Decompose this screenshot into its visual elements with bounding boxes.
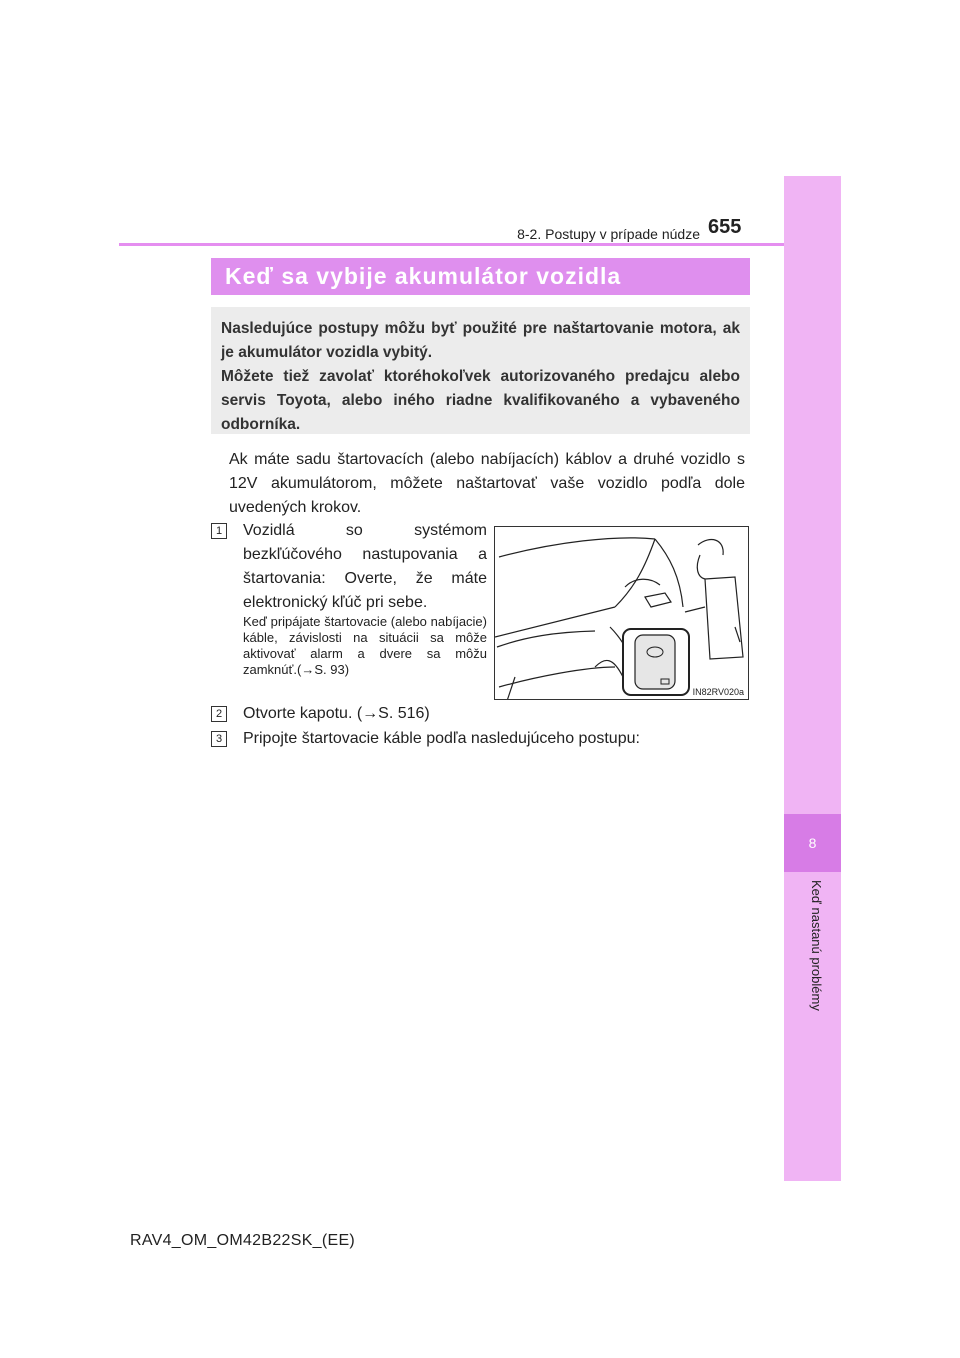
step-number-3: 3 [211, 731, 227, 747]
intro-text: Ak máte sadu štartovacích (alebo nabíjacích) káblov a druhé vozidlo s 12V akumulátorom, môžete naštartovať vaše vozidlo podľa dole uvedených krokov. [229, 451, 745, 516]
page-number: 655 [708, 216, 742, 238]
chapter-number: 8 [784, 814, 841, 872]
chapter-title: Keď nastanú problémy [809, 880, 824, 1011]
figure-code: IN82RV020a [692, 687, 744, 697]
section-title: 8-2. Postupy v prípade núdze [517, 226, 700, 242]
car-illustration-icon [495, 527, 749, 700]
page-heading: Keď sa vybije akumulátor vozidla [211, 258, 750, 295]
step-2-text: Otvorte kapotu. (→S. 516) [243, 705, 430, 722]
info-paragraph-2: Môžete tiež zavolať ktoréhokoľvek autorizovaného predajcu alebo servis Toyota, alebo iného riadne kvalifikovaného a vybaveného odborníka. [221, 368, 740, 433]
document-code: RAV4_OM_OM42B22SK_(EE) [130, 1232, 356, 1249]
header-rule [119, 243, 784, 246]
step-1-note: Keď pripájate štartovacie (alebo nabíjacie) káble, závislosti na situácii sa môže aktivovať alarm a dvere sa môžu zamknúť.(→S. 93) [243, 614, 487, 677]
info-box [211, 307, 750, 434]
step-3-text: Pripojte štartovacie káble podľa nasledujúceho postupu: [243, 730, 640, 747]
info-paragraph-1: Nasledujúce postupy môžu byť použité pre naštartovanie motora, ak je akumulátor vozidla vybitý. [221, 320, 740, 361]
step-1-text: Vozidlá so systémom bezkľúčového nastupovania a štartovania: Overte, že máte elektronický kľúč pri sebe. [243, 522, 487, 611]
step-number-2: 2 [211, 706, 227, 722]
step-number-1: 1 [211, 523, 227, 539]
car-key-illustration [494, 526, 749, 700]
